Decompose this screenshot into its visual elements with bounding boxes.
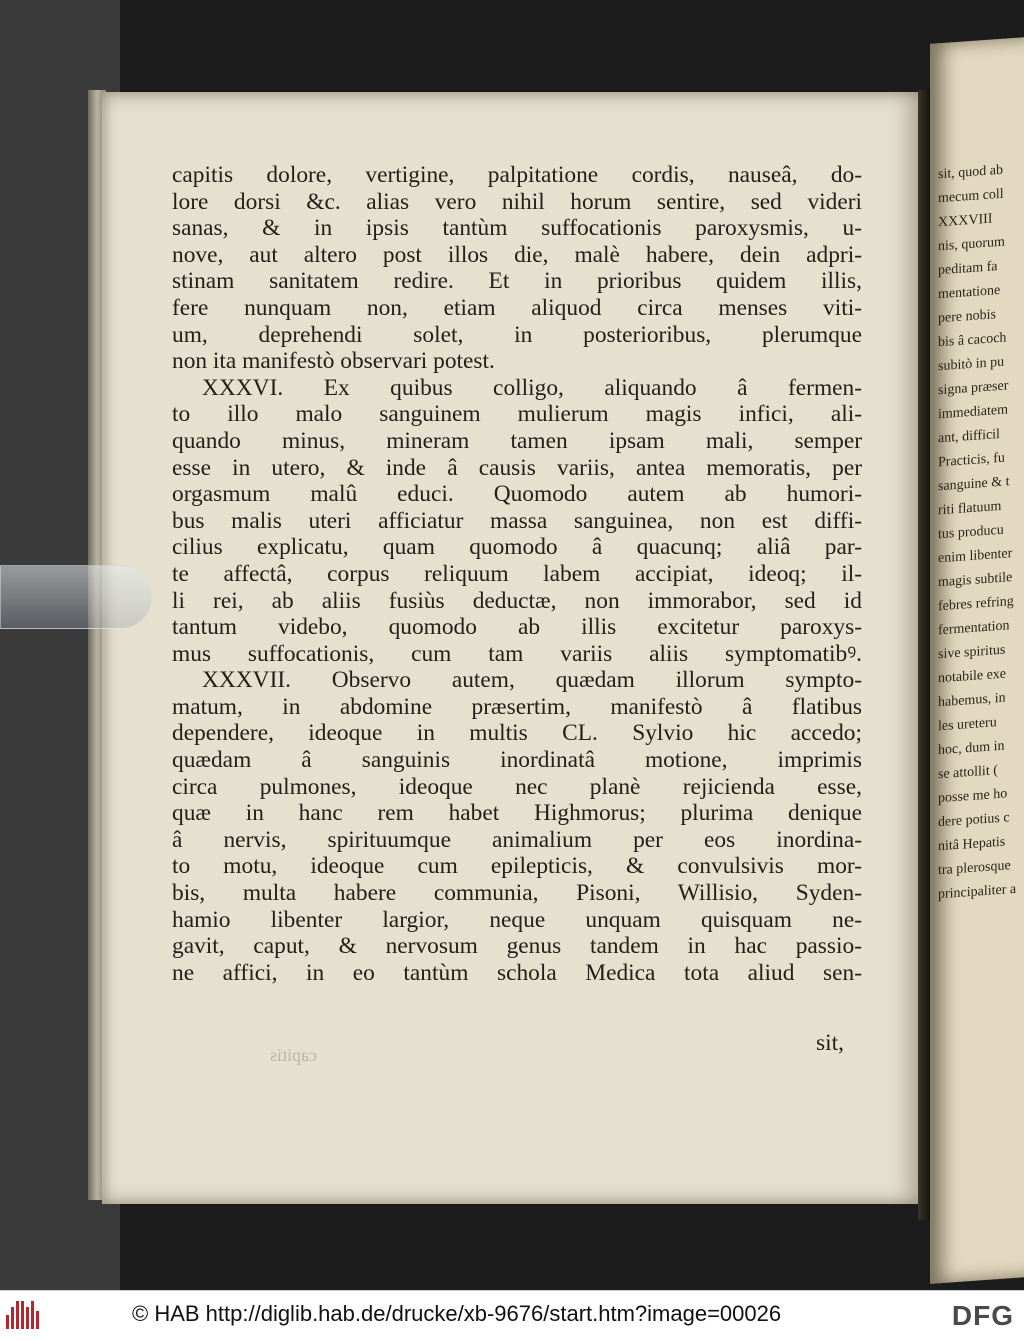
copyright-link[interactable]: © HAB http://diglib.hab.de/drucke/xb-9676/start.htm?image=00026 — [132, 1301, 782, 1326]
text-line: te affectâ, corpus reliquum labem accipiat, ideoq; il- — [172, 560, 862, 587]
facing-line: nis, quorum — [938, 234, 1005, 255]
page-body-text — [172, 162, 862, 986]
text-line: hamio libenter largior, neque unquam quisquam ne- — [172, 906, 862, 933]
text-line: quando minus, mineram tamen ipsam mali, semper — [172, 427, 862, 454]
facing-line: Practicis, fu — [938, 450, 1005, 471]
bleed-through-text: capitis — [270, 1045, 317, 1065]
text-line: orgasmum malû educi. Quomodo autem ab humori- — [172, 481, 862, 508]
facing-line: sit, quod ab — [938, 162, 1003, 183]
facing-line: mecum coll — [938, 186, 1004, 207]
facing-line: se attollit ( — [938, 763, 998, 783]
facing-line: hoc, dum in — [938, 738, 1005, 759]
text-line: â nervis, spirituumque animalium per eos inordina- — [172, 826, 862, 853]
text-line: circa pulmones, ideoque nec planè rejicienda esse, — [172, 773, 862, 800]
text-line: nove, aut altero post illos die, malè habere, dein adpri- — [172, 241, 862, 268]
hab-logo-icon — [6, 1301, 40, 1329]
text-line: non ita manifestò observari potest. — [172, 348, 495, 375]
text-line: to motu, ideoque cum epilepticis, & convulsivis mor- — [172, 853, 862, 880]
facing-line: febres refring — [938, 593, 1014, 615]
text-line: li rei, ab aliis fusiùs deductæ, non immorabor, sed id — [172, 587, 862, 614]
text-line: bis, multa habere communia, Pisoni, Willisio, Syden- — [172, 880, 862, 907]
facing-line: pere nobis — [938, 307, 996, 327]
facing-line: immediatem — [938, 402, 1008, 423]
text-line: esse in utero, & inde â causis variis, antea memoratis, per — [172, 454, 862, 481]
footer-bar — [0, 1290, 1024, 1340]
facing-line: posse me ho — [938, 786, 1008, 807]
facing-line: mentatione — [938, 282, 1001, 303]
facing-line: XXXVIII — [938, 211, 993, 231]
facing-line: magis subtile — [938, 570, 1013, 591]
catchword: sit, — [816, 1030, 844, 1056]
facing-line: sanguine & t — [938, 474, 1010, 495]
text-line: gavit, caput, & nervosum genus tandem in hac passio- — [172, 933, 862, 960]
facing-line: bis â cacoch — [938, 330, 1007, 351]
text-line: ne affici, in eo tantùm schola Medica tota aliud sen- — [172, 959, 862, 986]
section-heading-line: XXXVII. Observo autem, quædam illorum sympto- — [202, 667, 862, 694]
text-line: capitis dolore, vertigine, palpitatione cordis, nauseâ, do- — [172, 162, 862, 188]
text-line: stinam sanitatem redire. Et in prioribus quidem illis, — [172, 268, 862, 295]
text-line: quæ in hanc rem habet Highmorus; plurima denique — [172, 800, 862, 827]
facing-line: tus producu — [938, 522, 1004, 543]
facing-line: habemus, in — [938, 690, 1006, 711]
facing-line: peditam fa — [938, 259, 998, 279]
text-line: um, deprehendi solet, in posterioribus, plerumque — [172, 321, 862, 348]
facing-line: principaliter a — [938, 881, 1017, 903]
text-line: tantum videbo, quomodo ab illis excitetur paroxys- — [172, 614, 862, 641]
facing-line: signa præser — [938, 378, 1009, 399]
text-line: dependere, ideoque in multis CL. Sylvio hic accedo; — [172, 720, 862, 747]
facing-page-text — [938, 158, 1016, 907]
facing-line: tra plerosque — [938, 858, 1011, 879]
text-line: mus suffocationis, cum tam variis aliis symptomatibꝰ. — [172, 640, 862, 667]
facing-line: fermentation — [938, 618, 1010, 639]
text-line: quædam â sanguinis inordinatâ motione, imprimis — [172, 747, 862, 774]
text-line: matum, in abdomine præsertim, manifestò â flatibus — [172, 693, 862, 720]
text-line: cilius explicatu, quam quomodo â quacunq; aliâ par- — [172, 534, 862, 561]
facing-line: nitâ Hepatis — [938, 834, 1006, 855]
dfg-logo: DFG — [951, 1300, 1014, 1331]
facing-line: les ureteru — [938, 715, 997, 735]
facing-line: ant, difficil — [938, 426, 1000, 447]
glass-clip — [0, 565, 152, 629]
text-line: to illo malo sanguinem mulierum magis infici, ali- — [172, 401, 862, 428]
facing-line: subitò in pu — [938, 354, 1005, 375]
text-line: sanas, & in ipsis tantùm suffocationis paroxysmis, u- — [172, 215, 862, 242]
text-line: bus malis uteri afficiatur massa sanguinea, non est diffi- — [172, 507, 862, 534]
text-line: fere nunquam non, etiam aliquod circa menses viti- — [172, 294, 862, 321]
facing-line: dere potius c — [938, 810, 1010, 831]
facing-line: riti flatuum — [938, 498, 1002, 519]
facing-line: enim libenter — [938, 546, 1013, 567]
facing-line: notabile exe — [938, 666, 1007, 687]
facing-page — [930, 36, 1024, 1284]
section-heading-line: XXXVI. Ex quibus colligo, aliquando â fermen- — [202, 374, 862, 401]
facing-line: sive spiritus — [938, 642, 1006, 663]
text-line: lore dorsi &c. alias vero nihil horum sentire, sed videri — [172, 188, 862, 215]
